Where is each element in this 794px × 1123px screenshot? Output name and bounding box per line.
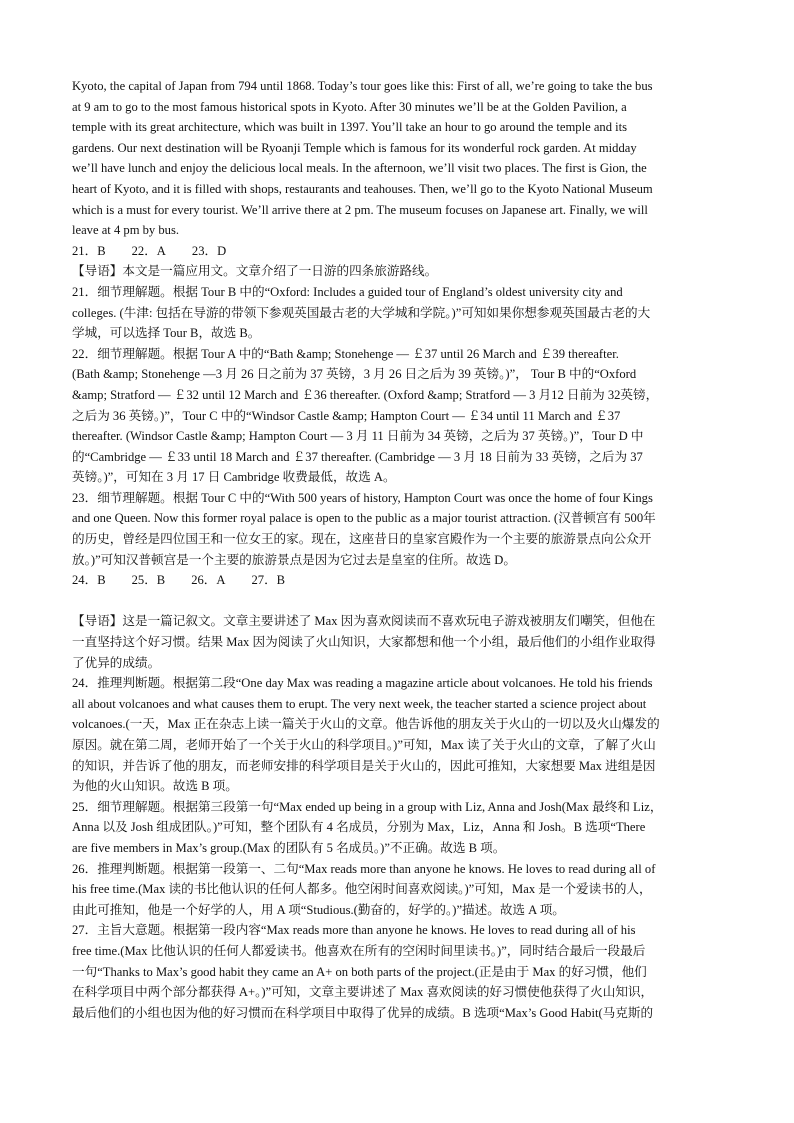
answer: 21．B <box>72 243 106 258</box>
text-line: colleges. (牛津: 包括在导游的带领下参观英国最古老的大学城和学院。)”可知如果你想参观英国最古老的大 <box>72 305 651 320</box>
text-line: (Bath &amp; Stonehenge —3 月 26 日之前为 37 英镑，3 月 26 日之后为 39 英镑。)”， Tour B 中的“Oxford <box>72 367 637 382</box>
text-line: 放。)”可知汉普顿宫是一个主要的旅游景点是因为它过去是皇室的住所。故选 D。 <box>72 552 516 567</box>
text-line: are five members in Max’s group.(Max 的团队有 5 名成员。)”不正确。故选 B 项。 <box>72 840 506 855</box>
answer: 27．B <box>251 573 286 588</box>
text-line: 的知识，并告诉了他的朋友，而老师安排的科学项目是关于火山的，因此可推知，大家想要 Max 进组是因 <box>72 758 656 773</box>
answer-key-1 <box>72 241 728 262</box>
text-line: 24．推理判断题。根据第二段“One day Max was reading a magazine article about volcanoes. He told his friends <box>72 676 653 691</box>
text-line: 22．细节理解题。根据 Tour A 中的“Bath &amp; Stonehenge — ￡37 until 26 March and ￡39 thereafter. <box>72 346 619 361</box>
answer-key-2 <box>72 570 728 591</box>
text-line: all about volcanoes and what causes them to erupt. The very next week, the teacher started a science project about <box>72 696 647 711</box>
text-line: 最后他们的小组也因为他的好习惯而在科学项目中取得了优异的成绩。B 选项“Max’s Good Habit(马克斯的 <box>72 1005 654 1020</box>
text-line: thereafter. (Windsor Castle &amp; Hampton Court — 3 月 11 日前为 34 英镑，之后为 37 英镑。)”，Tour D 中 <box>72 429 644 444</box>
text-line: 为他的火山知识。故选 B 项。 <box>72 779 238 794</box>
section-intro: 【导语】本文是一篇应用文。文章介绍了一日游的四条旅游路线。 <box>72 264 438 279</box>
text-line: temple with its great architecture, which was built in 1397. You’ll take an hour to go around the temple and its <box>72 120 628 135</box>
text-line: 一句“Thanks to Max’s good habit they came an A+ on both parts of the project.(正是由于 Max 的好习惯，他们 <box>72 964 647 979</box>
explanation-section-1 <box>72 261 728 570</box>
answer: 22．A <box>131 243 166 258</box>
text-line: volcanoes.(一天，Max 正在杂志上读一篇关于火山的文章。他告诉他的朋友关于火山的一切以及火山爆发的 <box>72 717 660 732</box>
answer: 24．B <box>72 573 106 588</box>
text-line: Kyoto, the capital of Japan from 794 until 1868. Today’s tour goes like this: First of all, we’re going to take the bus <box>72 79 653 93</box>
text-line: 【导语】这是一篇记叙文。文章主要讲述了 Max 因为喜欢阅读而不喜欢玩电子游戏被朋友们嘲笑，但他在 <box>72 614 656 629</box>
text-line: 英镑。)”，可知在 3 月 17 日 Cambridge 收费最低，故选 A。 <box>72 470 396 485</box>
answer: 26．A <box>191 573 226 588</box>
text-line: 之后为 36 英镑。)”，Tour C 中的“Windsor Castle &amp; Hampton Court — ￡34 until 11 March and ￡37 <box>72 408 621 423</box>
text-line: 在科学项目中两个部分都获得 A+。)”可知，文章主要讲述了 Max 喜欢阅读的好习惯使他获得了火山知识， <box>72 985 654 1000</box>
text-line: heart of Kyoto, and it is filled with shops, restaurants and teahouses. Then, we’ll go to the Kyoto National Museum <box>72 181 653 196</box>
answer: 25．B <box>131 573 166 588</box>
text-line: 了优异的成绩。 <box>72 655 161 670</box>
text-line: free time.(Max 比他认识的任何人都爱读书。他喜欢在所有的空闲时间里读书。)”，同时结合最后一段最后 <box>72 943 646 958</box>
text-line: 由此可推知，他是一个好学的人，用 A 项“Studious.(勤奋的，好学的。)”描述。故选 A 项。 <box>72 902 565 917</box>
blank-line <box>72 591 728 612</box>
text-line: &amp; Stratford — ￡32 until 12 March and ￡36 thereafter. (Oxford &amp; Stratford — 3 月12 日前为 32英镑， <box>72 387 659 402</box>
text-line: 的“Cambridge — ￡33 until 18 March and ￡37 thereafter. (Cambridge — 3 月 18 日前为 33 英镑，之后为 37 <box>72 449 643 464</box>
text-line: at 9 am to go to the most famous historical spots in Kyoto. After 30 minutes we’ll be at the Golden Pavilion, a <box>72 99 627 114</box>
text-line: Anna 以及 Josh 组成团队。)”可知，整个团队有 4 名成员，分别为 Max，Liz，Anna 和 Josh。B 选项“There <box>72 820 646 835</box>
answer: 23．D <box>191 243 227 258</box>
text-line: and one Queen. Now this former royal palace is open to the public as a major tourist attraction. (汉普顿宫有 500年 <box>72 511 656 526</box>
explanation-section-2 <box>72 611 728 1023</box>
text-line: his free time.(Max 读的书比他认识的任何人都多。他空闲时间喜欢阅读。)”可知，Max 是一个爱读书的人， <box>72 882 652 897</box>
text-line: we’ll have lunch and enjoy the delicious local meals. In the afternoon, we’ll visit two places. The first is Gion, the <box>72 161 647 176</box>
text-line: 的历史，曾经是四位国王和一位女王的家。现在，这座昔日的皇家宫殿作为一个主要的旅游景点向公众开 <box>72 532 652 547</box>
text-line: leave at 4 pm by bus. <box>72 223 180 238</box>
text-line: 学城，可以选择 Tour B，故选 B。 <box>72 326 261 341</box>
text-line: 23．细节理解题。根据 Tour C 中的“With 500 years of history, Hampton Court was once the home of four Kings <box>72 490 653 505</box>
text-line: 27．主旨大意题。根据第一段内容“Max reads more than anyone he knows. He loves to read during all of his <box>72 923 636 938</box>
text-line: 26．推理判断题。根据第一段第一、二句“Max reads more than anyone he knows. He loves to read during all of <box>72 861 656 876</box>
text-line: which is a must for every tourist. We’ll arrive there at 2 pm. The museum focuses on Japanese art. Finally, we will <box>72 202 648 217</box>
text-line: 原因。就在第二周，老师开始了一个关于火山的科学项目。)”可知，Max 读了关于火山的文章，了解了火山 <box>72 738 656 752</box>
passage <box>72 76 728 241</box>
document-page <box>72 76 728 1023</box>
text-line: gardens. Our next destination will be Ryoanji Temple which is famous for its wonderful rock garden. At midday <box>72 140 637 155</box>
text-line: 25．细节理解题。根据第三段第一句“Max ended up being in a group with Liz, Anna and Josh(Max 最终和 Liz， <box>72 799 663 814</box>
text-line: 一直坚持这个好习惯。结果 Max 因为阅读了火山知识，大家都想和他一个小组，最后他们的小组作业取得 <box>72 635 656 650</box>
text-line: 21．细节理解题。根据 Tour B 中的“Oxford: Includes a guided tour of England’s oldest university city and <box>72 284 623 299</box>
